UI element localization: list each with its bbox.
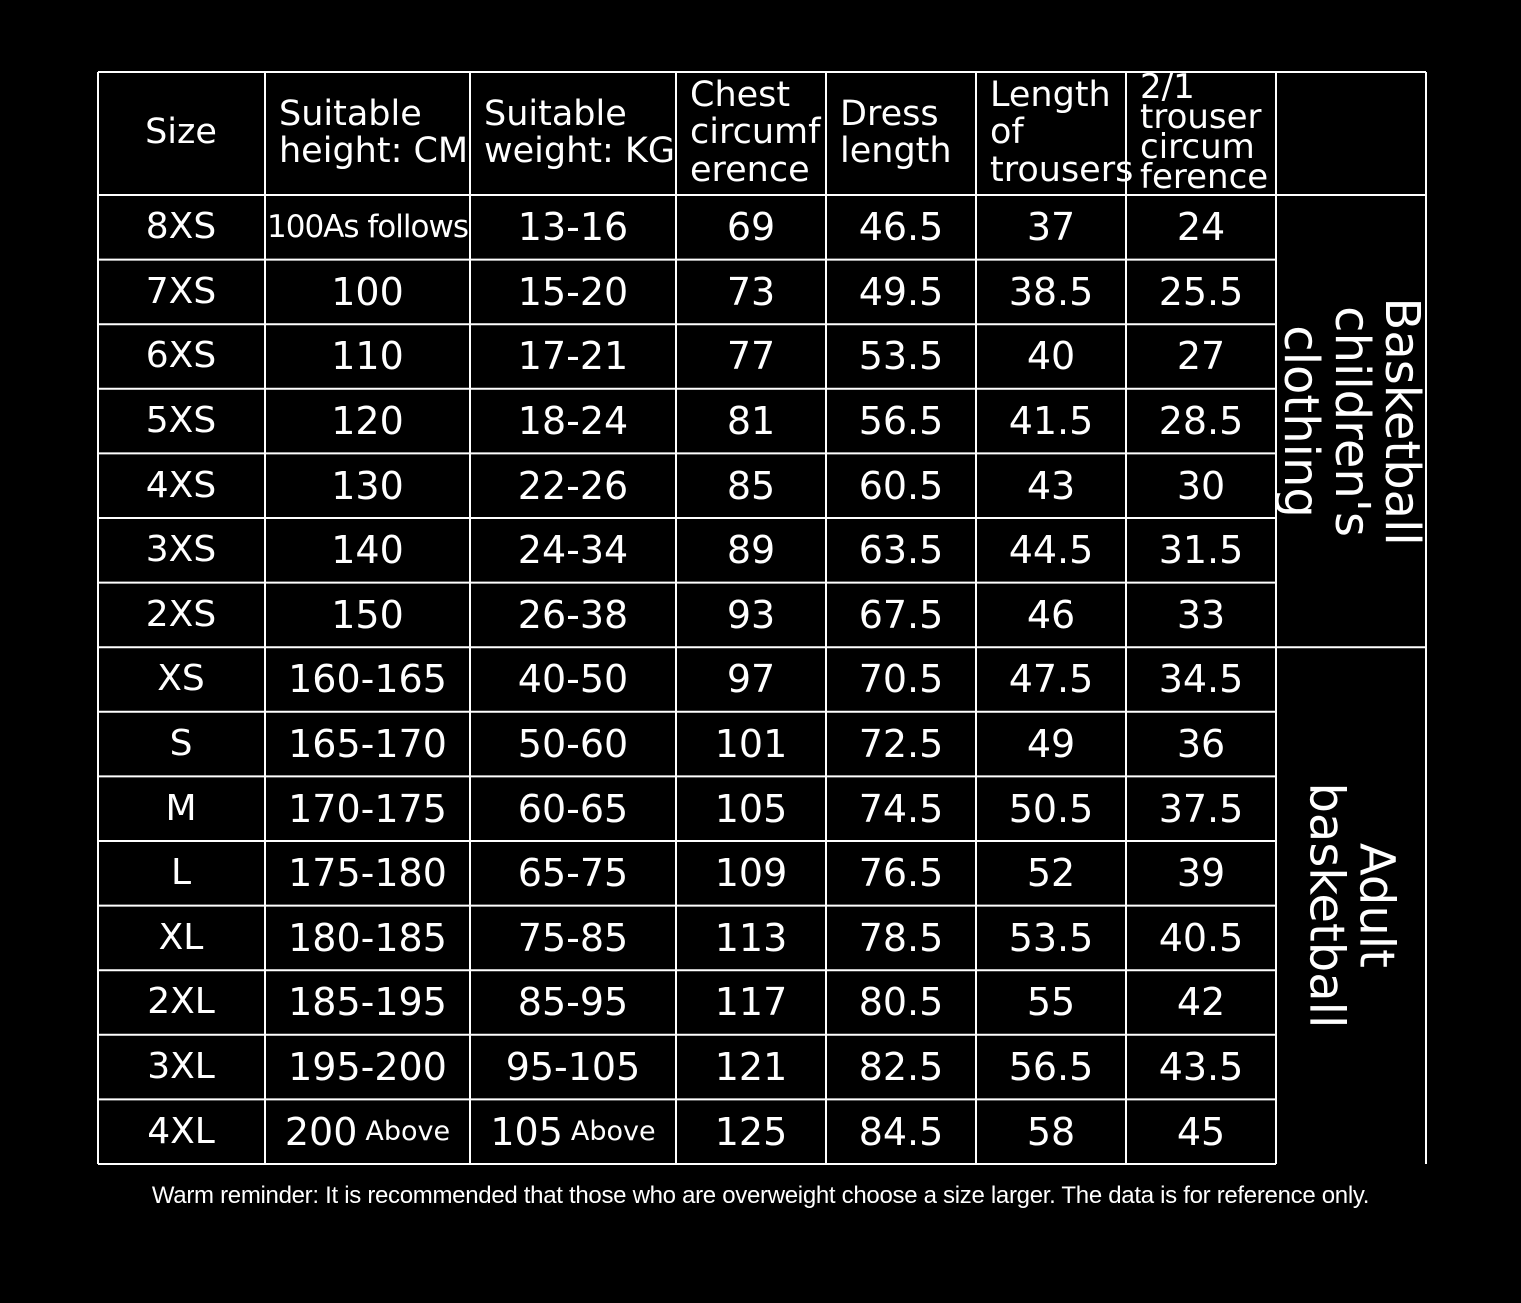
cell-weight-value: 105 [490, 1109, 563, 1154]
cell-weight-value: 75-85 [517, 915, 629, 960]
cell-chest-value: 69 [726, 205, 776, 250]
cell-weight [470, 1035, 676, 1100]
cell-height [265, 324, 470, 389]
cell-trouser-length-value: 46 [1026, 592, 1076, 637]
cell-weight-value: 18-24 [517, 399, 629, 444]
cell-trouser-length-value: 49 [1026, 722, 1076, 767]
cell-trouser-circumference [1126, 970, 1276, 1035]
cell-size [97, 1099, 265, 1164]
header-chest: Chest circumf erence [690, 74, 821, 190]
cell-size [97, 970, 265, 1035]
cell-height-value: 120 [331, 399, 404, 444]
cell-dress-length-value: 80.5 [858, 980, 944, 1025]
cell-size-value: XL [158, 916, 204, 958]
cell-trouser-circumference-value: 43.5 [1158, 1045, 1244, 1090]
cell-trouser-length-value: 40 [1026, 334, 1076, 379]
cell-dress-length-value: 76.5 [858, 851, 944, 896]
cell-trouser-circumference-value: 28.5 [1158, 399, 1244, 444]
cell-height [265, 260, 470, 325]
cell-height-value: 100 [331, 269, 404, 314]
cell-height-value: 160-165 [288, 657, 447, 702]
cell-weight-value: 85-95 [517, 980, 629, 1025]
cell-chest [676, 906, 826, 971]
cell-weight [470, 453, 676, 518]
cell-weight [470, 776, 676, 841]
cell-trouser-circumference-value: 33 [1176, 592, 1226, 637]
cell-trouser-length-value: 58 [1026, 1109, 1076, 1154]
cell-height-value: 150 [331, 592, 404, 637]
cell-dress-length [826, 647, 976, 712]
cell-weight-value: 24-34 [517, 528, 629, 573]
cell-trouser-length [976, 1035, 1126, 1100]
cell-weight-value: 60-65 [517, 786, 629, 831]
cell-weight-value: 17-21 [517, 334, 629, 379]
cell-trouser-circumference-value: 34.5 [1158, 657, 1244, 702]
cell-size-value: 3XS [145, 529, 217, 571]
cell-trouser-length [976, 970, 1126, 1035]
cell-trouser-length-value: 55 [1026, 980, 1076, 1025]
cell-dress-length-value: 46.5 [858, 205, 944, 250]
cell-trouser-length [976, 841, 1126, 906]
cell-size [97, 647, 265, 712]
cell-trouser-circumference [1126, 518, 1276, 583]
cell-height-value: 195-200 [288, 1045, 447, 1090]
cell-trouser-length [976, 906, 1126, 971]
cell-size-value: 4XL [147, 1110, 215, 1152]
cell-trouser-length [976, 389, 1126, 454]
cell-trouser-circumference [1126, 841, 1276, 906]
cell-weight [470, 841, 676, 906]
cell-dress-length-value: 82.5 [858, 1045, 944, 1090]
cell-chest-value: 85 [726, 463, 776, 508]
cell-trouser-circumference [1126, 389, 1276, 454]
cell-trouser-circumference [1126, 453, 1276, 518]
cell-trouser-circumference [1126, 195, 1276, 260]
cell-height-value: 100As follows [267, 208, 468, 245]
cell-trouser-circumference-value: 42 [1176, 980, 1226, 1025]
header-trouser-circumference: 2/1 trouser circum ference [1140, 67, 1269, 197]
cell-height [265, 1035, 470, 1100]
header-weight: Suitable weight: KG [484, 93, 675, 171]
cell-trouser-length-value: 37 [1026, 205, 1076, 250]
cell-chest [676, 583, 826, 648]
cell-height [265, 712, 470, 777]
cell-chest-value: 121 [714, 1045, 788, 1090]
cell-trouser-length [976, 324, 1126, 389]
cell-height-value: 130 [331, 463, 404, 508]
cell-trouser-circumference-value: 39 [1176, 851, 1226, 896]
cell-trouser-length [976, 1099, 1126, 1164]
group-label-adult [1276, 647, 1426, 1164]
cell-weight [470, 518, 676, 583]
cell-weight [470, 970, 676, 1035]
cell-trouser-length-value: 43 [1026, 463, 1076, 508]
cell-size [97, 1035, 265, 1100]
cell-dress-length-value: 72.5 [858, 722, 944, 767]
cell-weight [470, 906, 676, 971]
cell-dress-length [826, 841, 976, 906]
cell-dress-length [826, 260, 976, 325]
cell-trouser-circumference-value: 24 [1176, 205, 1226, 250]
cell-weight-value: 15-20 [517, 269, 629, 314]
cell-dress-length-value: 67.5 [858, 592, 944, 637]
cell-height-value: 165-170 [288, 722, 447, 767]
cell-weight [470, 389, 676, 454]
cell-chest-value: 101 [714, 722, 788, 767]
cell-chest [676, 776, 826, 841]
cell-trouser-length [976, 647, 1126, 712]
cell-size [97, 389, 265, 454]
cell-chest [676, 518, 826, 583]
cell-trouser-circumference [1126, 324, 1276, 389]
cell-size-value: 8XS [145, 206, 217, 248]
cell-trouser-circumference [1126, 1035, 1276, 1100]
cell-weight-value: 13-16 [517, 205, 629, 250]
cell-size-value: XS [157, 658, 205, 700]
cell-size [97, 776, 265, 841]
cell-trouser-circumference-value: 40.5 [1158, 915, 1244, 960]
cell-dress-length [826, 389, 976, 454]
cell-weight-value: 26-38 [517, 592, 629, 637]
cell-weight-value: 50-60 [517, 722, 629, 767]
cell-trouser-circumference-value: 31.5 [1158, 528, 1244, 573]
cell-chest-value: 89 [726, 528, 776, 573]
cell-dress-length-value: 53.5 [858, 334, 944, 379]
cell-weight [470, 324, 676, 389]
cell-dress-length [826, 583, 976, 648]
cell-height [265, 518, 470, 583]
cell-trouser-circumference [1126, 1099, 1276, 1164]
group-label-adult-text: Adult basketball [1298, 782, 1405, 1029]
cell-trouser-length-value: 52 [1026, 851, 1076, 896]
cell-weight [470, 583, 676, 648]
cell-size [97, 260, 265, 325]
cell-height [265, 583, 470, 648]
cell-weight [470, 1099, 676, 1164]
cell-dress-length-value: 78.5 [858, 915, 944, 960]
cell-trouser-circumference-value: 45 [1176, 1109, 1226, 1154]
cell-chest [676, 1035, 826, 1100]
warm-reminder-note: Warm reminder: It is recommended that those who are overweight choose a size larger. The data is for reference only. [151, 1182, 1370, 1209]
cell-size-value: M [165, 787, 197, 829]
cell-height-value: 140 [331, 528, 404, 573]
cell-height-value: 200 [284, 1109, 358, 1154]
size-chart [97, 67, 1430, 1165]
cell-dress-length [826, 195, 976, 260]
cell-size-value: 2XL [147, 981, 215, 1023]
cell-dress-length [826, 1099, 976, 1164]
cell-dress-length [826, 1035, 976, 1100]
cell-height-value: 175-180 [288, 851, 447, 896]
cell-dress-length [826, 970, 976, 1035]
cell-size [97, 841, 265, 906]
header-size: Size [145, 112, 217, 153]
cell-trouser-circumference [1126, 583, 1276, 648]
cell-height [265, 906, 470, 971]
cell-height-value: 180-185 [288, 915, 447, 960]
cell-trouser-circumference [1126, 906, 1276, 971]
cell-chest [676, 324, 826, 389]
cell-trouser-circumference [1126, 260, 1276, 325]
cell-chest [676, 453, 826, 518]
cell-height [265, 841, 470, 906]
cell-size-value: L [170, 852, 192, 894]
cell-size [97, 712, 265, 777]
cell-trouser-length-value: 56.5 [1008, 1045, 1094, 1090]
cell-chest [676, 389, 826, 454]
cell-dress-length [826, 712, 976, 777]
cell-dress-length [826, 324, 976, 389]
cell-dress-length-value: 63.5 [858, 528, 944, 573]
cell-weight [470, 647, 676, 712]
cell-height-value: 170-175 [288, 786, 447, 831]
cell-dress-length [826, 518, 976, 583]
cell-chest-value: 97 [726, 657, 776, 702]
cell-trouser-length-value: 50.5 [1008, 786, 1094, 831]
cell-dress-length-value: 74.5 [858, 786, 944, 831]
cell-size [97, 906, 265, 971]
cell-trouser-length-value: 38.5 [1008, 269, 1094, 314]
cell-trouser-circumference-value: 27 [1176, 334, 1226, 379]
cell-height-value: 185-195 [288, 980, 447, 1025]
cell-trouser-circumference [1126, 712, 1276, 777]
cell-size [97, 518, 265, 583]
cell-height [265, 1099, 470, 1164]
cell-chest-value: 105 [714, 786, 788, 831]
cell-weight [470, 195, 676, 260]
cell-dress-length [826, 906, 976, 971]
cell-trouser-length [976, 776, 1126, 841]
cell-size [97, 583, 265, 648]
cell-height-value: 110 [331, 334, 404, 379]
cell-size [97, 324, 265, 389]
cell-size-value: 4XS [145, 464, 217, 506]
cell-size-value: 3XL [147, 1046, 215, 1088]
header-group-blank [1276, 71, 1426, 195]
cell-weight [470, 260, 676, 325]
cell-trouser-length [976, 518, 1126, 583]
cell-weight-value: 95-105 [505, 1045, 641, 1090]
group-label-children-text: Basketball children's clothing [1272, 296, 1430, 546]
cell-weight-value: 22-26 [517, 463, 629, 508]
header-trouser-length: Length of trousers [990, 74, 1134, 190]
cell-trouser-circumference-value: 36 [1176, 722, 1226, 767]
cell-trouser-length [976, 195, 1126, 260]
header-dress-length: Dress length [840, 93, 952, 171]
cell-size [97, 453, 265, 518]
cell-chest [676, 260, 826, 325]
cell-chest-value: 109 [714, 851, 788, 896]
cell-chest-value: 117 [714, 980, 788, 1025]
cell-trouser-length [976, 260, 1126, 325]
cell-size-value: S [169, 723, 193, 765]
cell-size-value: 5XS [145, 400, 217, 442]
cell-trouser-length-value: 53.5 [1008, 915, 1094, 960]
cell-trouser-length [976, 453, 1126, 518]
group-label-children [1272, 195, 1430, 647]
above-suffix: Above [570, 1116, 656, 1148]
cell-chest-value: 81 [726, 399, 776, 444]
cell-dress-length-value: 70.5 [858, 657, 944, 702]
cell-trouser-length-value: 44.5 [1008, 528, 1094, 573]
cell-trouser-circumference [1126, 776, 1276, 841]
cell-trouser-circumference-value: 25.5 [1158, 269, 1244, 314]
cell-size-value: 7XS [145, 270, 217, 312]
cell-trouser-circumference-value: 37.5 [1158, 786, 1244, 831]
above-suffix: Above [365, 1116, 451, 1148]
cell-chest [676, 647, 826, 712]
cell-size [97, 195, 265, 260]
cell-dress-length-value: 56.5 [858, 399, 944, 444]
cell-chest [676, 195, 826, 260]
cell-chest-value: 125 [714, 1109, 788, 1154]
cell-size-value: 6XS [145, 335, 217, 377]
cell-dress-length [826, 453, 976, 518]
cell-trouser-circumference-value: 30 [1176, 463, 1226, 508]
cell-height [265, 453, 470, 518]
cell-chest-value: 113 [714, 915, 788, 960]
cell-chest [676, 1099, 826, 1164]
cell-trouser-length [976, 712, 1126, 777]
cell-dress-length-value: 84.5 [858, 1109, 944, 1154]
header-height: Suitable height: CM [279, 93, 469, 171]
cell-weight-value: 40-50 [517, 657, 629, 702]
cell-chest-value: 73 [726, 269, 776, 314]
cell-height [265, 195, 470, 260]
cell-trouser-length [976, 583, 1126, 648]
cell-trouser-length-value: 47.5 [1008, 657, 1094, 702]
cell-height [265, 389, 470, 454]
cell-dress-length [826, 776, 976, 841]
cell-chest-value: 93 [726, 592, 776, 637]
cell-dress-length-value: 49.5 [858, 269, 944, 314]
cell-trouser-length-value: 41.5 [1008, 399, 1094, 444]
cell-height [265, 970, 470, 1035]
cell-dress-length-value: 60.5 [858, 463, 944, 508]
cell-chest-value: 77 [726, 334, 776, 379]
cell-chest [676, 970, 826, 1035]
cell-chest [676, 841, 826, 906]
cell-weight [470, 712, 676, 777]
cell-height [265, 776, 470, 841]
cell-weight-value: 65-75 [517, 851, 629, 896]
cell-trouser-circumference [1126, 647, 1276, 712]
cell-size-value: 2XS [145, 593, 217, 635]
cell-chest [676, 712, 826, 777]
cell-height [265, 647, 470, 712]
